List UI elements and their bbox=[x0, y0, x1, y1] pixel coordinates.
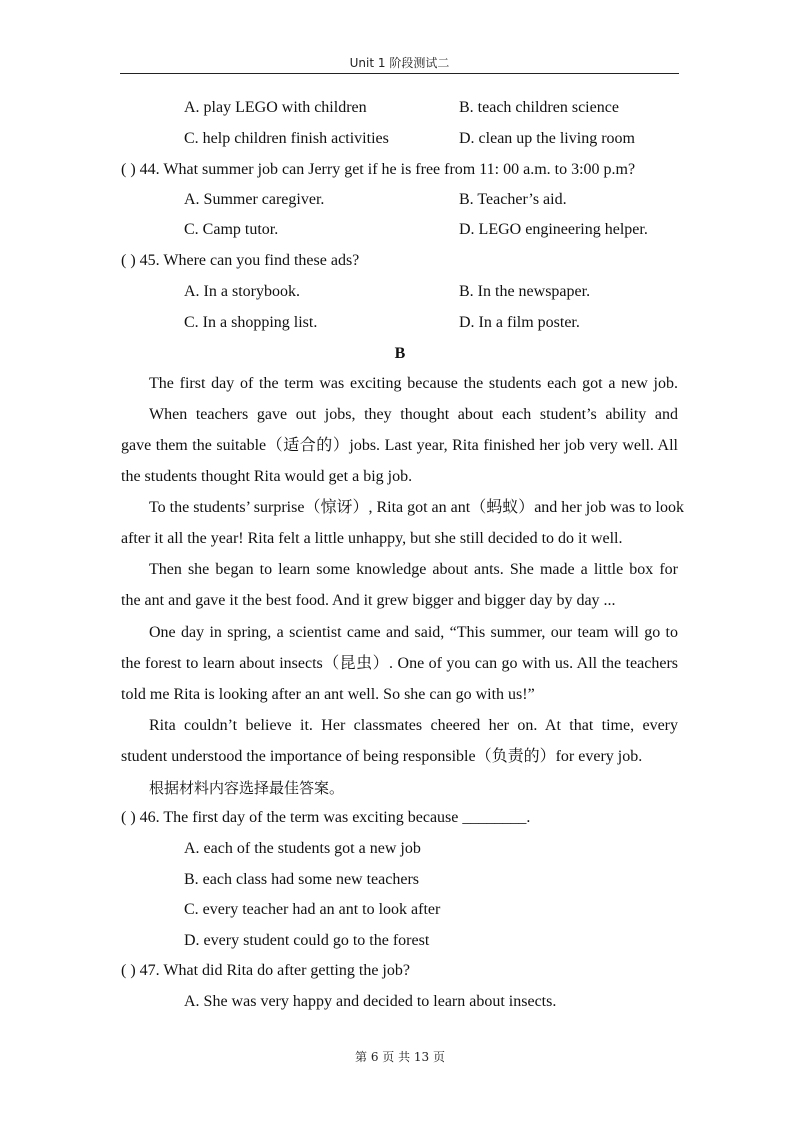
page-header: Unit 1 阶段测试二 bbox=[349, 56, 450, 70]
passage-line: Then she began to learn some knowledge about ants. She made a little box for bbox=[149, 561, 678, 578]
q44-question: ( ) 44. What summer job can Jerry get if he is free from 11: 00 a.m. to 3:00 p.m? bbox=[121, 161, 636, 178]
q43-option-a[interactable]: A. play LEGO with children bbox=[184, 99, 367, 116]
passage-line: gave them the suitable（适合的）jobs. Last year, Rita finished her job very well. All bbox=[121, 437, 678, 454]
section-b-heading: B bbox=[394, 345, 406, 362]
passage-line: after it all the year! Rita felt a little unhappy, but she still decided to do it well. bbox=[121, 530, 623, 547]
instruction-text: 根据材料内容选择最佳答案。 bbox=[149, 779, 345, 797]
page-footer: 第 6 页 共 13 页 bbox=[355, 1050, 445, 1064]
passage-line: told me Rita is looking after an ant well. So she can go with us!” bbox=[121, 686, 535, 703]
q45-option-d[interactable]: D. In a film poster. bbox=[459, 314, 580, 331]
q44-option-d[interactable]: D. LEGO engineering helper. bbox=[459, 221, 648, 238]
q43-option-d[interactable]: D. clean up the living room bbox=[459, 130, 635, 147]
q46-option-c[interactable]: C. every teacher had an ant to look after bbox=[184, 901, 441, 918]
q47-question: ( ) 47. What did Rita do after getting the job? bbox=[121, 962, 410, 979]
passage-line: One day in spring, a scientist came and said, “This summer, our team will go to bbox=[149, 624, 678, 641]
passage-line: the forest to learn about insects（昆虫）. One of you can go with us. All the teachers bbox=[121, 655, 678, 672]
q45-option-a[interactable]: A. In a storybook. bbox=[184, 283, 300, 300]
q46-option-a[interactable]: A. each of the students got a new job bbox=[184, 840, 421, 857]
passage-line: Rita couldn’t believe it. Her classmates cheered her on. At that time, every bbox=[149, 717, 678, 734]
q44-option-a[interactable]: A. Summer caregiver. bbox=[184, 191, 325, 208]
q44-option-b[interactable]: B. Teacher’s aid. bbox=[459, 191, 567, 208]
header-rule bbox=[120, 73, 679, 74]
passage-line: the ant and gave it the best food. And it grew bigger and bigger day by day ... bbox=[121, 592, 616, 609]
passage-line: student understood the importance of being responsible（负责的）for every job. bbox=[121, 748, 643, 765]
q45-option-c[interactable]: C. In a shopping list. bbox=[184, 314, 318, 331]
q46-question: ( ) 46. The first day of the term was exciting because ________. bbox=[121, 809, 531, 826]
q46-option-d[interactable]: D. every student could go to the forest bbox=[184, 932, 430, 949]
q45-question: ( ) 45. Where can you find these ads? bbox=[121, 252, 360, 269]
q46-option-b[interactable]: B. each class had some new teachers bbox=[184, 871, 420, 888]
passage-line: The first day of the term was exciting because the students each got a new job. bbox=[149, 375, 678, 392]
q44-option-c[interactable]: C. Camp tutor. bbox=[184, 221, 279, 238]
q43-option-b[interactable]: B. teach children science bbox=[459, 99, 619, 116]
q43-option-c[interactable]: C. help children finish activities bbox=[184, 130, 389, 147]
passage-line: To the students’ surprise（惊讶）, Rita got an ant（蚂蚁）and her job was to look bbox=[149, 499, 684, 516]
passage-line: When teachers gave out jobs, they thought about each student’s ability and bbox=[149, 406, 678, 423]
passage-line: the students thought Rita would get a big job. bbox=[121, 468, 413, 485]
q45-option-b[interactable]: B. In the newspaper. bbox=[459, 283, 591, 300]
q47-option-a[interactable]: A. She was very happy and decided to learn about insects. bbox=[184, 993, 557, 1010]
